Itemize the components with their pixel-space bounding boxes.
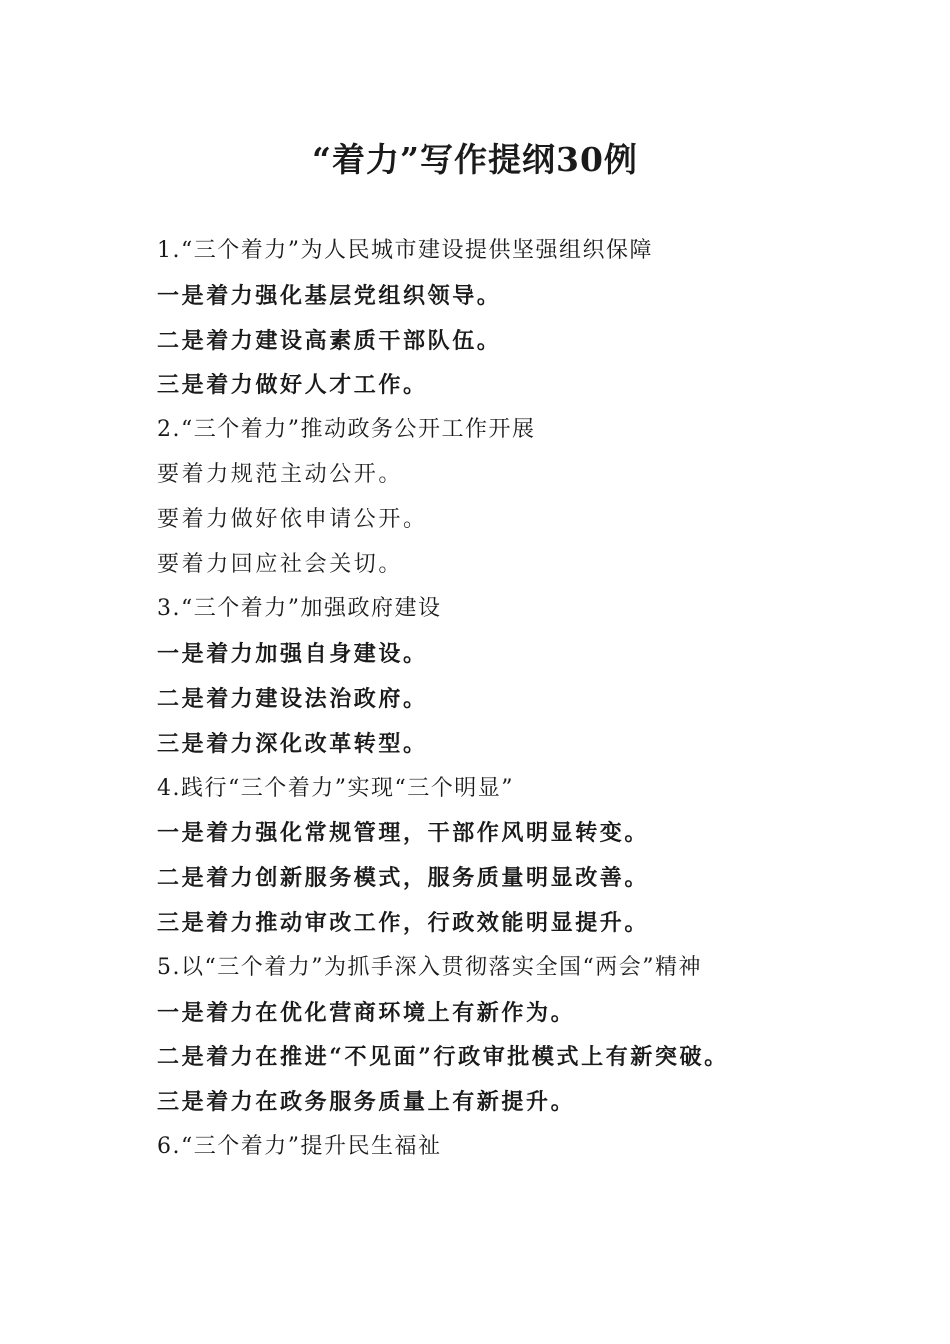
list-item: 三是着力做好人才工作。 (157, 372, 428, 399)
list-item: 一是着力在优化营商环境上有新作为。 (157, 999, 576, 1026)
list-item: 三是着力在政务服务质量上有新提升。 (157, 1089, 576, 1116)
list-item: 要着力回应社会关切。 (157, 551, 404, 577)
document-title: “着力”写作提纲30例 (312, 140, 638, 179)
list-item: 要着力做好依申请公开。 (157, 506, 428, 532)
section-heading: 3.“三个着力”加强政府建设 (157, 596, 442, 622)
section-heading: 5.以“三个着力”为抓手深入贯彻落实全国“两会”精神 (157, 954, 702, 980)
list-item: 一是着力强化基层党组织领导。 (157, 282, 502, 309)
list-item: 二是着力创新服务模式，服务质量明显改善。 (157, 865, 650, 892)
document-body (157, 229, 917, 1170)
list-item: 三是着力推动审改工作，行政效能明显提升。 (157, 909, 650, 936)
section-heading: 4.践行“三个着力”实现“三个明显” (157, 775, 514, 801)
list-item: 要着力规范主动公开。 (157, 461, 404, 487)
list-item: 三是着力深化改革转型。 (157, 730, 428, 757)
list-item: 一是着力强化常规管理，干部作风明显转变。 (157, 820, 650, 847)
list-item: 二是着力在推进“不见面”行政审批模式上有新突破。 (157, 1044, 729, 1071)
list-item: 一是着力加强自身建设。 (157, 641, 428, 668)
section-heading: 6.“三个着力”提升民生福祉 (157, 1133, 442, 1159)
list-item: 二是着力建设高素质干部队伍。 (157, 327, 502, 354)
section-heading: 1.“三个着力”为人民城市建设提供坚强组织保障 (157, 238, 653, 263)
list-item: 二是着力建设法治政府。 (157, 685, 428, 712)
section-heading: 2.“三个着力”推动政务公开工作开展 (157, 417, 536, 443)
